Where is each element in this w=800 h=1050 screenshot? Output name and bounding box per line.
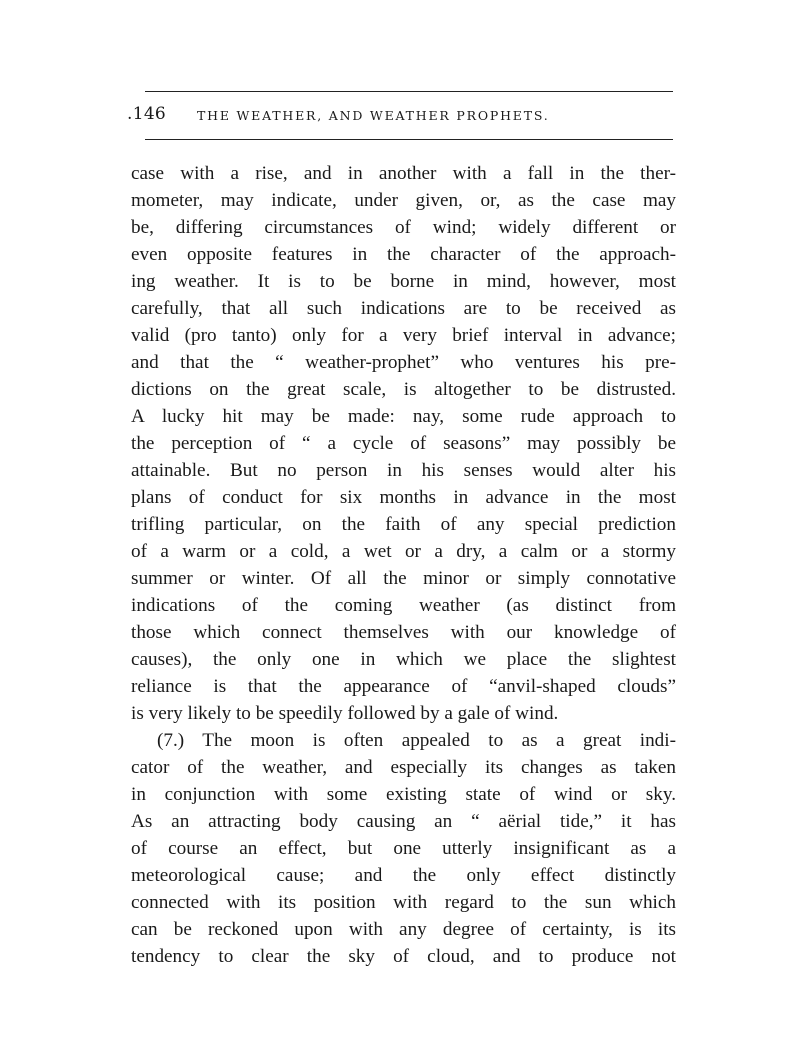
text-line: cator of the weather, and especially its changes as taken [131,757,676,778]
text-line: causes), the only one in which we place the slightest [131,649,676,670]
text-line: attainable. But no person in his senses would alter his [131,460,676,481]
running-head-title: THE WEATHER, AND WEATHER PROPHETS. [197,108,550,123]
text-line: meteorological cause; and the only effect distinctly [131,865,676,886]
text-line: tendency to clear the sky of cloud, and to produce not [131,946,676,967]
text-line: ing weather. It is to be borne in mind, however, most [131,271,676,292]
text-line: summer or winter. Of all the minor or simply connotative [131,568,676,589]
text-line: carefully, that all such indications are to be received as [131,298,676,319]
text-line: connected with its position with regard to the sun which [131,892,676,913]
text-line: indications of the coming weather (as distinct from [131,595,676,616]
running-header [127,104,675,132]
header-bottom-rule [145,139,673,140]
text-line: A lucky hit may be made: nay, some rude approach to [131,406,676,427]
text-line: dictions on the great scale, is altogether to be distrusted. [131,379,676,400]
text-line: As an attracting body causing an “ aërial tide,” it has [131,811,676,832]
text-line: and that the “ weather-prophet” who ventures his pre- [131,352,676,373]
text-line: reliance is that the appearance of “anvil-shaped clouds” [131,676,676,697]
text-line: is very likely to be speedily followed by a gale of wind. [131,703,559,724]
text-line: those which connect themselves with our knowledge of [131,622,676,643]
text-line: in conjunction with some existing state of wind or sky. [131,784,676,805]
page-number: .146 [127,104,167,124]
text-line: even opposite features in the character of the approach- [131,244,676,265]
text-line: mometer, may indicate, under given, or, as the case may [131,190,676,211]
text-line: the perception of “ a cycle of seasons” may possibly be [131,433,676,454]
text-line: trifling particular, on the faith of any special prediction [131,514,676,535]
text-line: can be reckoned upon with any degree of certainty, is its [131,919,676,940]
text-line: valid (pro tanto) only for a very brief interval in advance; [131,325,676,346]
text-line: plans of conduct for six months in advance in the most [131,487,676,508]
text-line: be, differing circumstances of wind; widely different or [131,217,676,238]
text-line: of course an effect, but one utterly insignificant as a [131,838,676,859]
text-line: of a warm or a cold, a wet or a dry, a calm or a stormy [131,541,676,562]
paragraph-start-line: (7.) The moon is often appealed to as a great indi- [157,730,676,751]
page-body [131,160,676,970]
header-top-rule [145,91,673,92]
text-line: case with a rise, and in another with a fall in the ther- [131,163,676,184]
